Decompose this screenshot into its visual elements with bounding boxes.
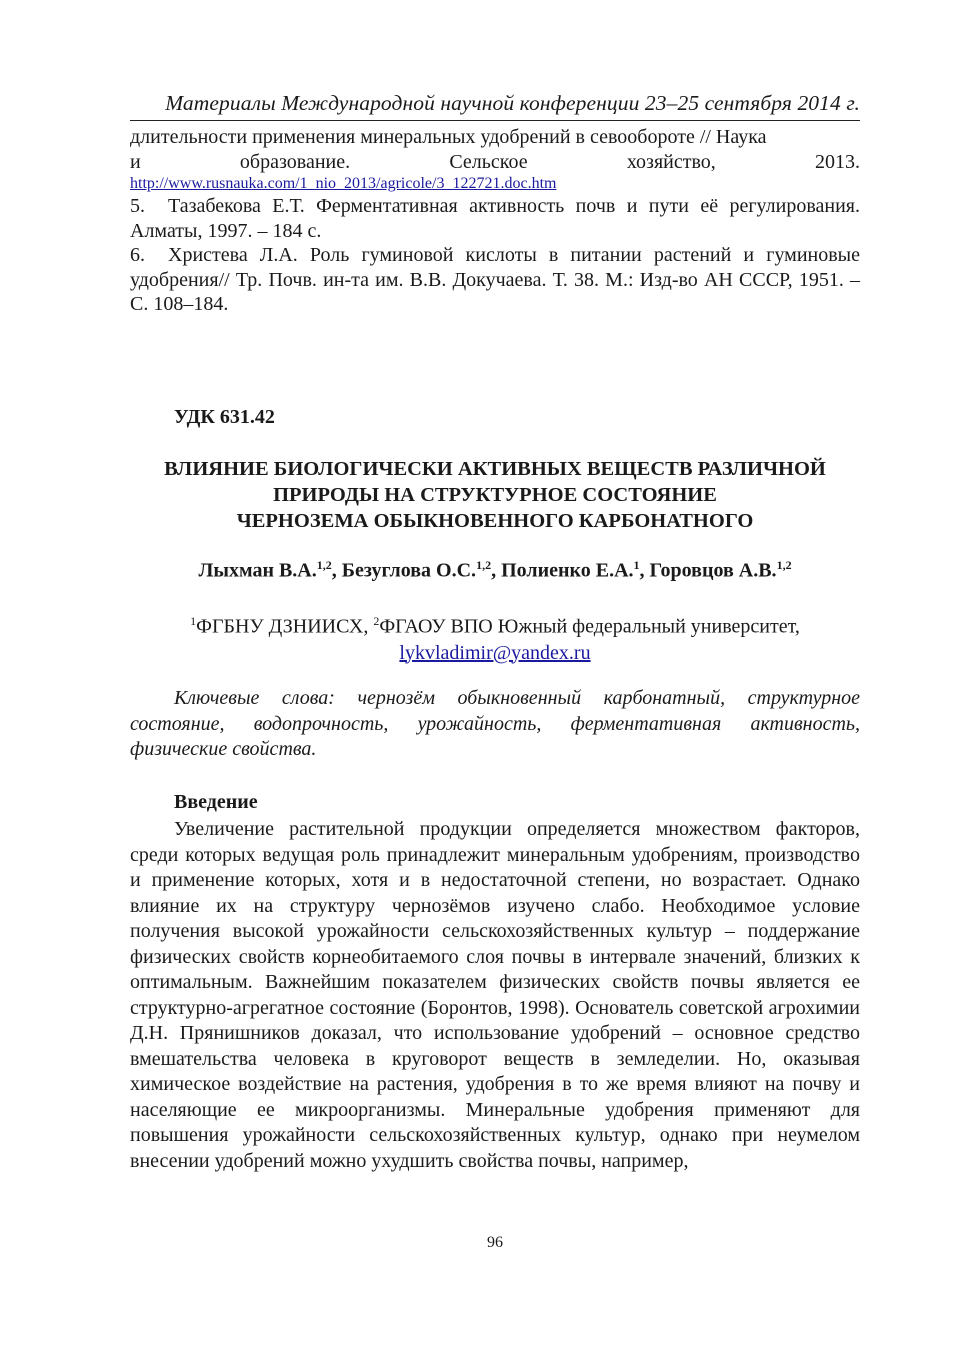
affiliation-mark: 1 [190, 614, 197, 628]
reference-word: Сельское [449, 150, 528, 173]
reference-word: 2013. [815, 150, 860, 173]
author-affiliation-mark: 1,2 [316, 558, 332, 572]
introduction-paragraph: Увеличение растительной продукции определяется множеством факторов, среди которых ведущая роль принадлежит минеральным удобрениям, производство и применение которых, хотя и в недостаточной степени, но возрастает. Однако влияние их на структуру чернозёмов изучено слабо. Необходимое условие получения высокой урожайности сельскохозяйственных культур – поддержание физических свойств корнеобитаемого слоя почвы в интервале значений, близких к оптимальным. Важнейшим показателем физических свойств почвы является ее структурно-агрегатное состояние (Боронтов, 1998). Основатель советской агрохимии Д.Н. Прянишников доказал, что использование удобрений – основное средство вмешательства человека в круговорот веществ в земледелии. Но, оказывая химическое воздействие на растения, удобрения в то же время влияют на почву и населяющие ее микроорганизмы. Минеральные удобрения применяют для повышения урожайности сельскохозяйственных культур, однако при неумелом внесении удобрений можно ухудшить свойства почвы, например, [130, 818, 860, 1172]
affiliations: $^1$ФГБНУ ДЗНИИСХ, $^2$ФГАОУ ВПО Южный федеральный университет, lykvladimir@yandex.ru [190, 614, 800, 664]
author-affiliation-mark: 1,2 [776, 558, 792, 572]
article-title-line: ЧЕРНОЗЕМА ОБЫКНОВЕННОГО КАРБОНАТНОГО [236, 510, 754, 532]
reference-word: и [130, 150, 141, 173]
reference-continuation [130, 125, 860, 194]
author-affiliation-mark: 1 [633, 558, 640, 572]
reference-continuation-line: длительности применения минеральных удобрений в севообороте // Наука [130, 126, 767, 148]
author-list: Лыхман В.А.$^{1,2}$, Безуглова О.С.$^{1,2}$, Полиенко Е.А.$^1$, Горовцов А.В.$^{1,2}$ [198, 558, 792, 582]
udk-code: УДК 631.42 [174, 406, 275, 428]
article-title [130, 456, 860, 534]
keywords: Ключевые слова: чернозём обыкновенный карбонатный, структурное состояние, водопрочность, урожайность, ферментативная активность, физические свойства. [130, 687, 860, 760]
reference-text: Христева Л.А. Роль гуминовой кислоты в питании растений и гуминовые удобрения// Тр. Почв. ин-та им. В.В. Докучаева. Т. 38. М.: Изд-во АН СССР, 1951. – С. 108–184. [130, 244, 860, 315]
reference-text: Тазабекова Е.Т. Ферментативная активность почв и пути её регулирования. Алматы, 1997. – 184 с. [130, 195, 860, 242]
author-name: Лыхман В.А. [198, 559, 317, 582]
page-number: 96 [487, 1234, 503, 1251]
author-email-link[interactable]: lykvladimir@yandex.ru [399, 641, 591, 664]
article-title-line: ВЛИЯНИЕ БИОЛОГИЧЕСКИ АКТИВНЫХ ВЕЩЕСТВ РАЗЛИЧНОЙ [164, 458, 826, 480]
reference-list [130, 125, 860, 317]
reference-word: образование. [239, 150, 351, 173]
reference-number: 6. [130, 244, 145, 266]
section-heading-introduction: Введение [174, 791, 258, 813]
affiliation-name: ФГАОУ ВПО Южный федеральный университет [379, 615, 795, 638]
reference-word: хозяйство, [626, 150, 716, 173]
author-name: Полиенко Е.А. [501, 559, 634, 582]
author-name: Горовцов А.В. [649, 559, 777, 582]
reference-item-5 [130, 194, 860, 243]
author-affiliation-mark: 1,2 [476, 558, 492, 572]
affiliation-name: ФГБНУ ДЗНИИСХ [196, 615, 364, 638]
reference-url-link[interactable]: http://www.rusnauka.com/1_nio_2013/agricole/3_122721.doc.htm [130, 175, 557, 192]
affiliation-mark: 2 [373, 614, 380, 628]
reference-item-6 [130, 243, 860, 317]
reference-continuation-justified-line [130, 150, 860, 175]
article-title-line: ПРИРОДЫ НА СТРУКТУРНОЕ СОСТОЯНИЕ [273, 484, 717, 506]
document-page [130, 88, 860, 1251]
author-name: Безуглова О.С. [341, 559, 477, 582]
running-header: Материалы Международной научной конференции 23–25 сентября 2014 г. [130, 88, 860, 121]
reference-number: 5. [130, 195, 145, 217]
